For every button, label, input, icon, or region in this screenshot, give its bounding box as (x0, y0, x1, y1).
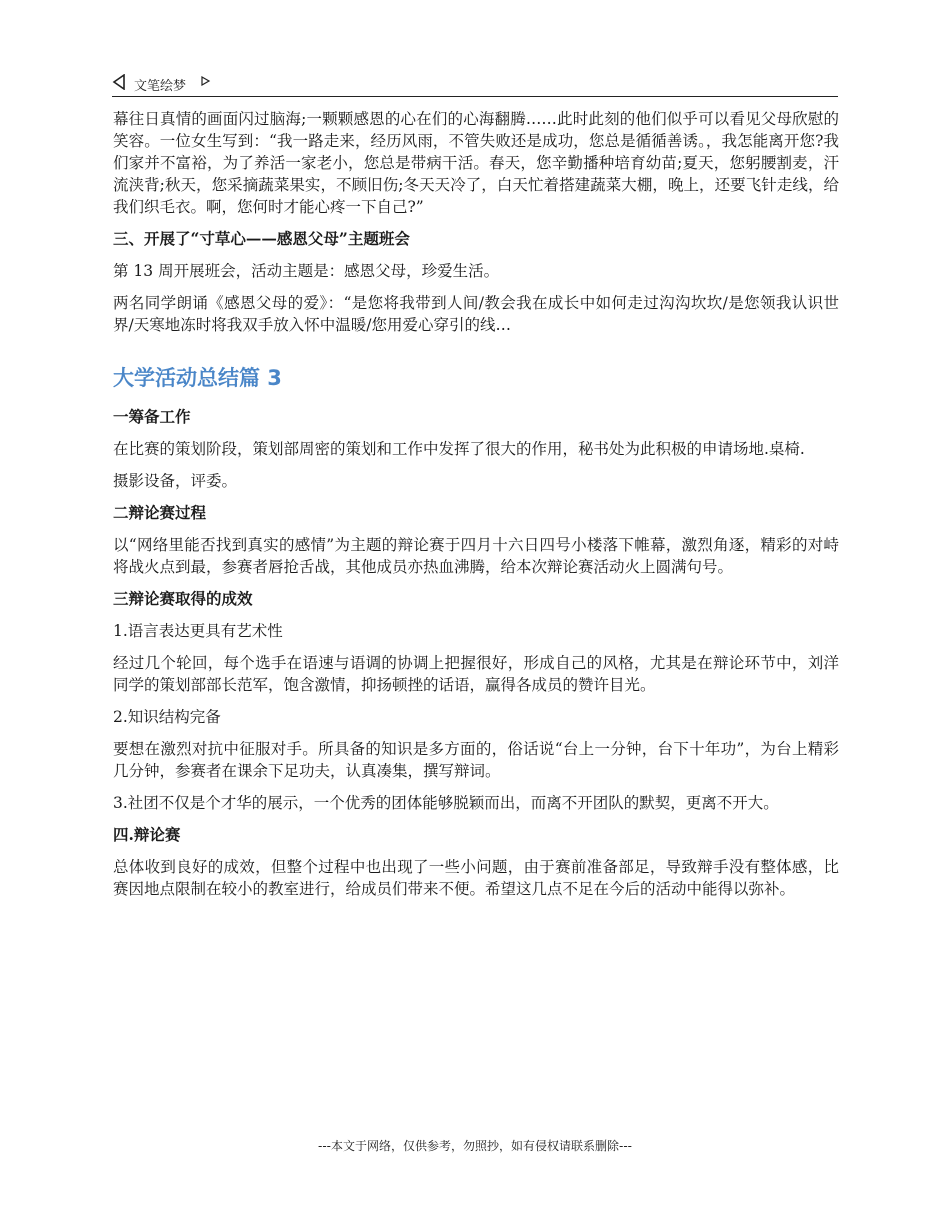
paragraph: 以“网络里能否找到真实的感情”为主题的辩论赛于四月十六日四号小楼落下帷幕，激烈角逐，精彩的对峙将战火点到最，参赛者唇抢舌战，其他成员亦热血沸腾，给本次辩论赛活动火上圆满句号。 (113, 536, 839, 576)
paragraph: 幕往日真情的画面闪过脑海;一颗颗感恩的心在们的心海翻腾……此时此刻的他们似乎可以看见父母欣慰的笑容。一位女生写到：“我一路走来，经历风雨，不管失败还是成功，您总是循循善诱。，我怎能离开您?我们家并不富裕，为了养活一家老小，您总是带病干活。春天，您辛勤播种培育幼苗;夏天，您躬腰割麦，汗流浃背;秋天，您采摘蔬菜果实，不顾旧伤;冬天天冷了，白天忙着搭建蔬菜大棚，晚上，还要飞针走线，给我们织毛衣。啊，您何时才能心疼一下自己?” (113, 110, 839, 216)
paragraph: 总体收到良好的成效，但整个过程中也出现了一些小问题，由于赛前准备部足，导致辩手没有整体感，比赛因地点限制在较小的教室进行，给成员们带来不便。希望这几点不足在今后的活动中能得以弥补。 (113, 858, 839, 898)
paragraph: 第 13 周开展班会，活动主题是：感恩父母，珍爱生活。 (113, 262, 500, 280)
left-triangle-icon (112, 74, 126, 90)
paragraph: 经过几个轮回，每个选手在语速与语调的协调上把握很好，形成自己的风格，尤其是在辩论环节中，刘洋同学的策划部部长范军，饱含激情，抑扬顿挫的话语，赢得各成员的赞许目光。 (113, 654, 839, 694)
paragraph: 3.社团不仅是个才华的展示，一个优秀的团体能够脱颖而出，而离不开团队的默契，更离不开大。 (113, 794, 779, 812)
section-heading: 一筹备工作 (113, 407, 191, 426)
header-brand: 文笔绘梦 (134, 79, 187, 94)
paragraph: 在比赛的策划阶段，策划部周密的策划和工作中发挥了很大的作用，秘书处为此积极的申请场地.桌椅. (113, 440, 805, 458)
list-subheading: 2.知识结构完备 (113, 708, 221, 726)
page-footer: ---本文于网络，仅供参考，勿照抄，如有侵权请联系删除--- (318, 1139, 632, 1153)
document-body (113, 108, 839, 910)
section-heading: 三辩论赛取得的成效 (113, 589, 253, 608)
paragraph: 摄影设备，评委。 (113, 472, 238, 490)
section-heading: 四.辩论赛 (113, 825, 181, 844)
right-triangle-icon (201, 76, 211, 86)
chapter-title: 大学活动总结篇 3 (113, 366, 282, 390)
list-subheading: 1.语言表达更具有艺术性 (113, 622, 283, 640)
section-heading: 三、开展了“寸草心——感恩父母”主题班会 (113, 229, 410, 248)
paragraph: 要想在激烈对抗中征服对手。所具备的知识是多方面的，俗话说“台上一分钟，台下十年功”，为台上精彩几分钟，参赛者在课余下足功夫，认真凑集，撰写辩词。 (113, 740, 839, 780)
paragraph: 两名同学朗诵《感恩父母的爱》：“是您将我带到人间/教会我在成长中如何走过沟沟坎坎/是您领我认识世界/天寒地冻时将我双手放入怀中温暖/您用爱心穿引的线… (113, 294, 839, 334)
section-heading: 二辩论赛过程 (113, 503, 207, 522)
page-header (112, 70, 838, 97)
